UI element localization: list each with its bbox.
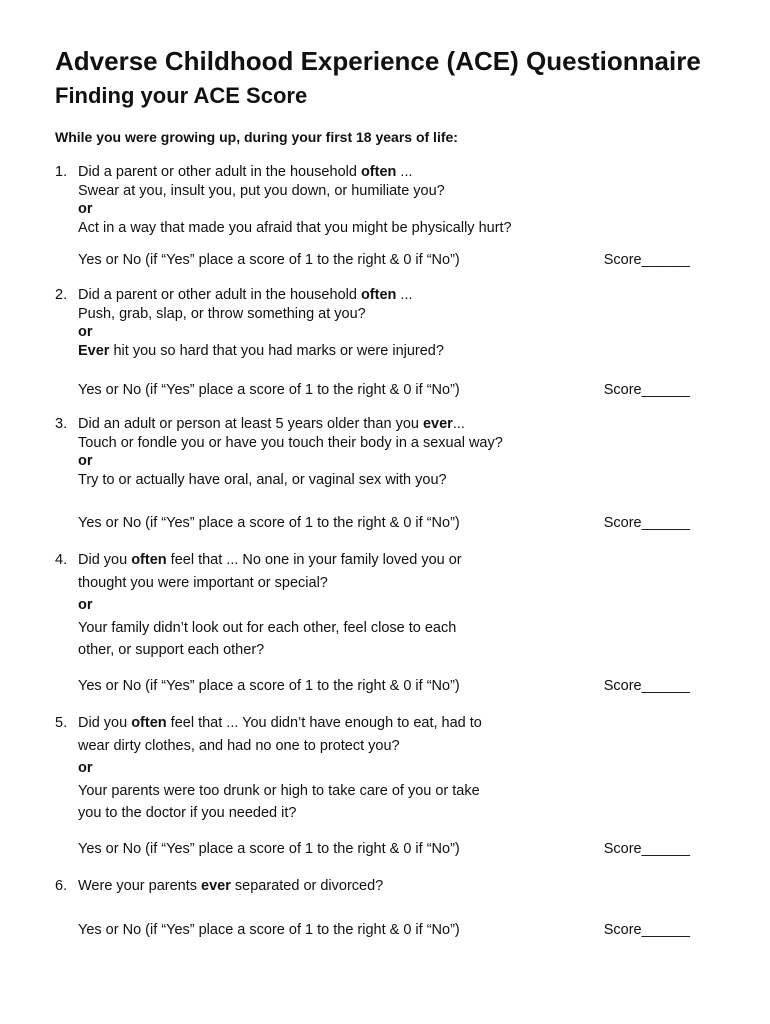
score-field[interactable]: Score______	[603, 252, 690, 268]
question-number: 6.	[55, 878, 68, 894]
question-line: or	[78, 201, 93, 217]
question-line: Did you often feel that ... No one in your family loved you or	[78, 552, 462, 568]
intro-text: While you were growing up, during your first 18 years of life:	[55, 129, 458, 145]
question-line: Ever hit you so hard that you had marks or were injured?	[78, 342, 444, 359]
question-line: wear dirty clothes, and had no one to protect you?	[78, 737, 400, 754]
answer-prompt: Yes or No (if “Yes” place a score of 1 to the right & 0 if “No”)	[78, 382, 460, 398]
answer-prompt: Yes or No (if “Yes” place a score of 1 to the right & 0 if “No”)	[78, 678, 460, 694]
answer-prompt: Yes or No (if “Yes” place a score of 1 to the right & 0 if “No”)	[78, 841, 460, 857]
score-field[interactable]: Score______	[603, 841, 690, 857]
score-field[interactable]: Score______	[603, 515, 690, 531]
answer-row-6	[78, 922, 690, 938]
score-field[interactable]: Score______	[603, 382, 690, 398]
answer-row-4	[78, 678, 690, 694]
answer-row-3	[78, 515, 690, 531]
question-6	[55, 877, 745, 896]
page-subtitle: Finding your ACE Score	[55, 83, 308, 108]
question-line: Act in a way that made you afraid that you might be physically hurt?	[78, 219, 512, 236]
question-line: Push, grab, slap, or throw something at you?	[78, 305, 366, 322]
answer-prompt: Yes or No (if “Yes” place a score of 1 to the right & 0 if “No”)	[78, 922, 460, 938]
question-line: Your parents were too drunk or high to take care of you or take	[78, 782, 480, 799]
question-line: Did a parent or other adult in the household often ...	[78, 164, 413, 180]
question-line: or	[78, 760, 93, 776]
question-1	[55, 163, 745, 237]
question-line: Touch or fondle you or have you touch their body in a sexual way?	[78, 434, 503, 451]
question-line: Did you often feel that ... You didn’t have enough to eat, had to	[78, 715, 482, 731]
answer-row-1	[78, 252, 690, 268]
question-line: other, or support each other?	[78, 642, 265, 658]
answer-prompt: Yes or No (if “Yes” place a score of 1 to the right & 0 if “No”)	[78, 515, 460, 531]
page-title: Adverse Childhood Experience (ACE) Questionnaire	[55, 46, 701, 76]
question-number: 3.	[55, 416, 68, 432]
question-line: Were your parents ever separated or divorced?	[78, 878, 384, 894]
question-5	[55, 712, 745, 825]
question-number: 2.	[55, 287, 68, 303]
question-4	[55, 549, 745, 662]
question-number: 5.	[55, 715, 68, 731]
question-2	[55, 286, 745, 360]
question-line: Swear at you, insult you, put you down, or humiliate you?	[78, 182, 445, 199]
question-3	[55, 415, 745, 489]
score-field[interactable]: Score______	[603, 922, 690, 938]
question-line: Did a parent or other adult in the household often ...	[78, 287, 413, 303]
question-number: 4.	[55, 552, 68, 568]
answer-prompt: Yes or No (if “Yes” place a score of 1 to the right & 0 if “No”)	[78, 252, 460, 268]
question-line: Did an adult or person at least 5 years older than you ever...	[78, 416, 465, 432]
question-line: you to the doctor if you needed it?	[78, 805, 297, 821]
question-line: thought you were important or special?	[78, 574, 328, 591]
question-number: 1.	[55, 164, 68, 180]
question-line: Your family didn’t look out for each other, feel close to each	[78, 619, 457, 636]
question-line: Try to or actually have oral, anal, or vaginal sex with you?	[78, 471, 447, 488]
question-line: or	[78, 324, 93, 340]
answer-row-2	[78, 382, 690, 398]
answer-row-5	[78, 841, 690, 857]
score-field[interactable]: Score______	[603, 678, 690, 694]
question-line: or	[78, 597, 93, 613]
question-line: or	[78, 453, 93, 469]
